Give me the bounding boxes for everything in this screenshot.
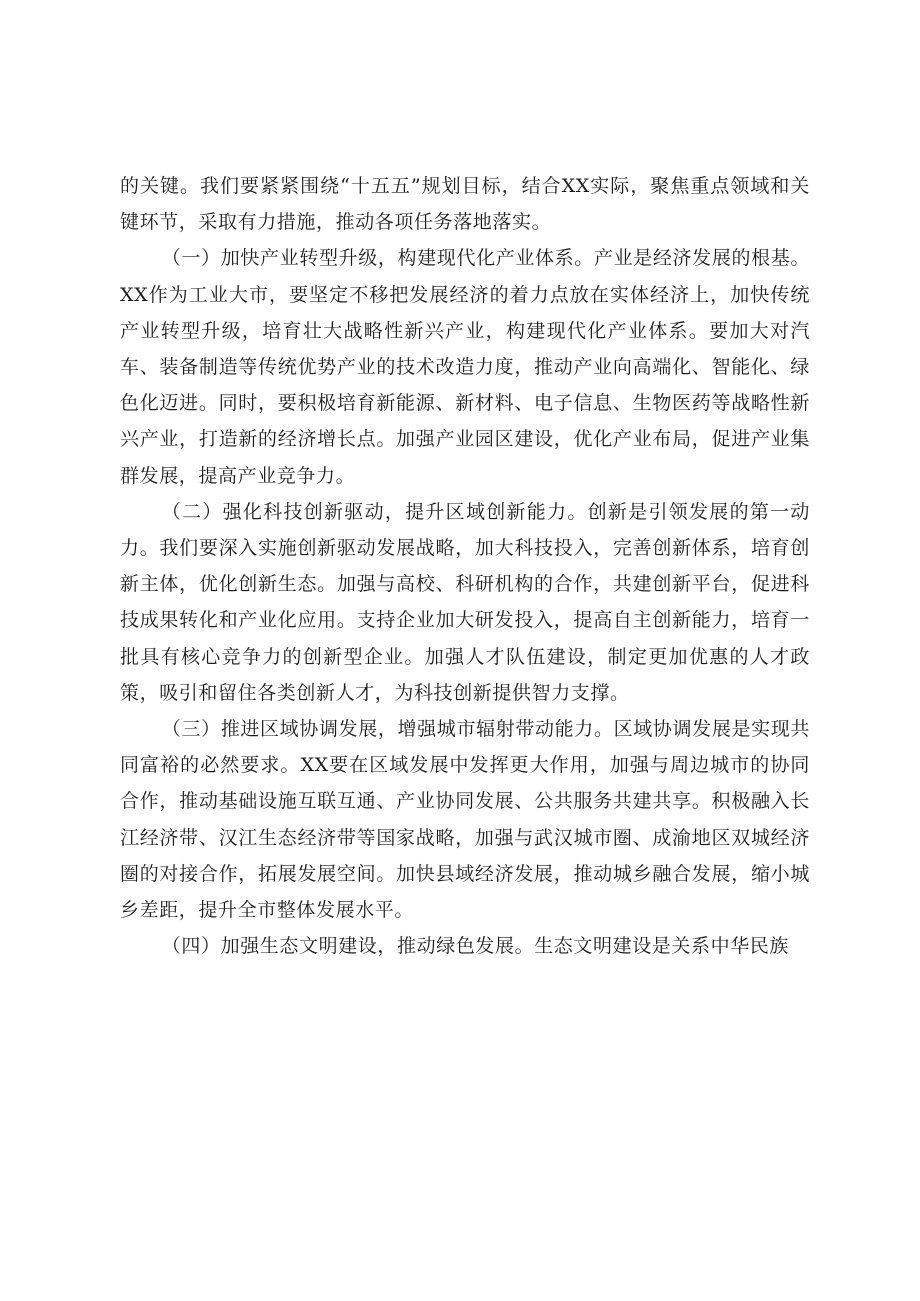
paragraph-section-1: （一）加快产业转型升级，构建现代化产业体系。产业是经济发展的根基。XX作为工业大市，要坚定不移把发展经济的着力点放在实体经济上，加快传统产业转型升级，培育壮大战略性新兴产业，构建现代化产业体系。要加大对汽车、装备制造等传统优势产业的技术改造力度，推动产业向高端化、智能化、绿色化迈进。同时，要积极培育新能源、新材料、电子信息、生物医药等战略性新兴产业，打造新的经济增长点。加强产业园区建设，优化产业布局，促进产业集群发展，提高产业竞争力。 [120,247,810,487]
document-body [120,168,810,964]
paragraph-continuation: 的关键。我们要紧紧围绕“十五五”规划目标，结合XX实际，聚焦重点领域和关键环节，采取有力措施，推动各项任务落地落实。 [120,175,810,234]
paragraph-section-2: （二）强化科技创新驱动，提升区域创新能力。创新是引领发展的第一动力。我们要深入实施创新驱动发展战略，加大科技投入，完善创新体系，培育创新主体，优化创新生态。加强与高校、科研机构的合作，共建创新平台，促进科技成果转化和产业化应用。支持企业加大研发投入，提高自主创新能力，培育一批具有核心竞争力的创新型企业。加强人才队伍建设，制定更加优惠的人才政策，吸引和留住各类创新人才，为科技创新提供智力支撑。 [120,500,810,704]
paragraph-section-3: （三）推进区域协调发展，增强城市辐射带动能力。区域协调发展是实现共同富裕的必然要求。XX要在区域发展中发挥更大作用，加强与周边城市的协同合作，推动基础设施互联互通、产业协同发展、公共服务共建共享。积极融入长江经济带、汉江生态经济带等国家战略，加强与武汉城市圈、成渝地区双城经济圈的对接合作，拓展发展空间。加快县域经济发展，推动城乡融合发展，缩小城乡差距，提升全市整体发展水平。 [120,718,810,922]
paragraph-section-4: （四）加强生态文明建设，推动绿色发展。生态文明建设是关系中华民族 [161,935,789,958]
